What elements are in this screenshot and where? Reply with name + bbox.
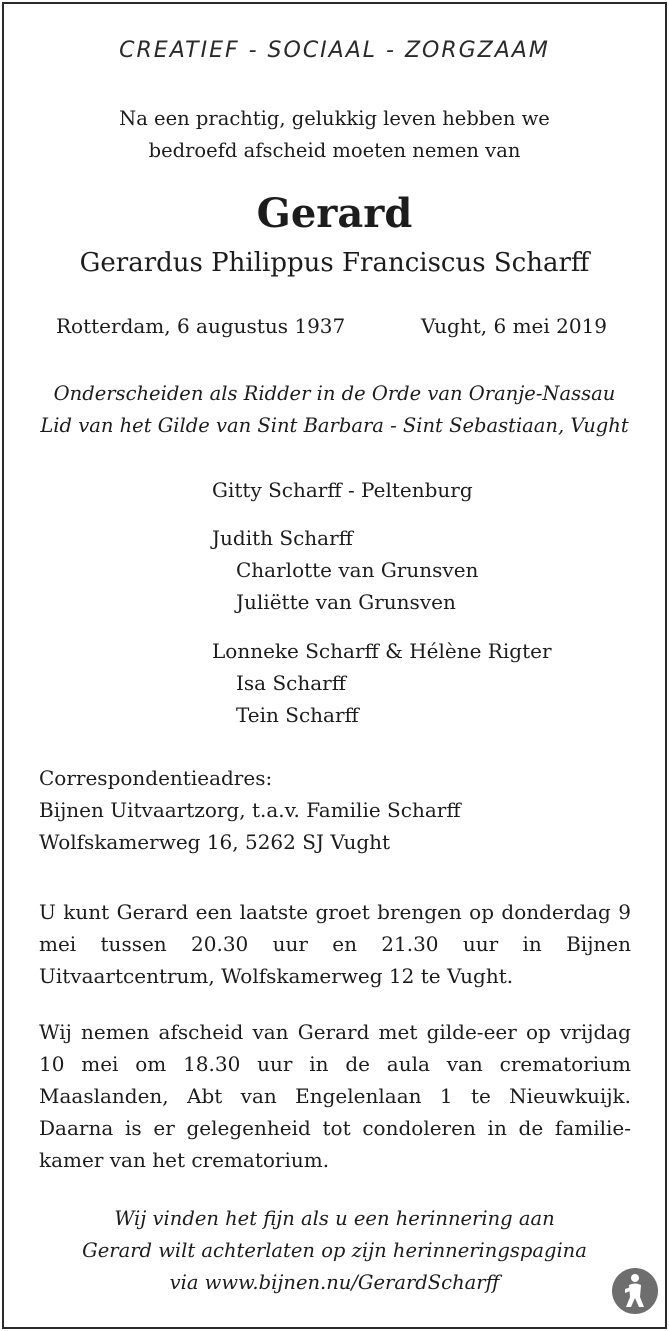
family-grandchild-4: Tein Scharff (236, 703, 359, 727)
motto: CREATIEF - SOCIAAL - ZORGZAAM (119, 38, 550, 63)
family-grandchild-1: Charlotte van Grunsven (236, 558, 479, 582)
intro-line-1: Na een prachtig, gelukkig leven hebben we (119, 107, 550, 130)
full-name: Gerardus Philippus Franciscus Scharff (79, 248, 590, 278)
deceased-name: Gerard (256, 190, 413, 237)
correspondence-heading: Correspondentieadres: (39, 766, 273, 790)
correspondence-line-2: Wolfskamerweg 16, 5262 SJ Vught (39, 830, 391, 854)
family-grandchild-2: Juliëtte van Grunsven (236, 590, 456, 614)
honor-line-2: Lid van het Gilde van Sint Barbara - Sint Sebastiaan, Vught (40, 414, 629, 437)
honor-line-1: Onderscheiden als Ridder in de Orde van Oranje-Nassau (53, 382, 616, 405)
family-child-2: Lonneke Scharff & Hélène Rigter (212, 639, 552, 663)
funeral-home-logo-icon (611, 1267, 659, 1315)
death-date: Vught, 6 mei 2019 (421, 314, 608, 338)
closing-line-3: via www.bijnen.nu/GerardScharff (169, 1271, 500, 1294)
family-spouse: Gitty Scharff - Peltenburg (212, 478, 473, 502)
family-child-1: Judith Scharff (212, 526, 353, 550)
birth-date: Rotterdam, 6 augustus 1937 (56, 314, 346, 338)
visitation-paragraph: U kunt Gerard een laatste groet brengen op donderdag 9 mei tussen 20.30 uur en 21.30 uur in Bijnen Uitvaartcentrum, Wolfskamerweg 12 te Vught. (39, 900, 631, 988)
farewell-paragraph: Wij nemen afscheid van Gerard met gilde-eer op vrijdag 10 mei om 18.30 uur in de aula van crematorium Maaslanden, Abt van Engelenlaan 1 te Nieuwkuijk. Daarna is er gelegenheid tot condoleren in de familie-kamer van het crematorium. (39, 1020, 631, 1172)
correspondence-line-1: Bijnen Uitvaartzorg, t.a.v. Familie Scharff (39, 798, 461, 822)
family-grandchild-3: Isa Scharff (236, 671, 346, 695)
closing-line-2: Gerard wilt achterlaten op zijn herinneringspagina (82, 1239, 587, 1262)
closing-line-1: Wij vinden het fijn als u een herinnering aan (114, 1207, 555, 1230)
intro-line-2: bedroefd afscheid moeten nemen van (148, 139, 521, 162)
